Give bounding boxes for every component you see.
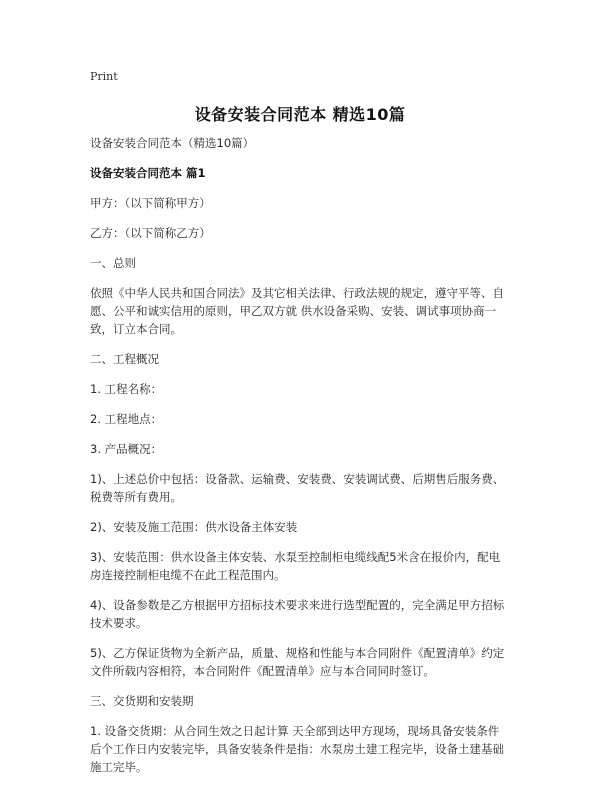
section-heading-piece1: 设备安装合同范本 篇1 — [90, 166, 206, 180]
party-a-line: 甲方：（以下简称甲方） — [90, 196, 211, 210]
product-overview-line: 3. 产品概况： — [90, 442, 163, 456]
heading-general: 一、总则 — [90, 256, 136, 270]
heading-delivery-installation: 三、交货期和安装期 — [90, 694, 194, 708]
quality-guarantee-paragraph: 5)、乙方保证货物为全新产品，质量、规格和性能与本合同附件《配置清单》约定文件所载内容相符，本合同附件《配置清单》应与本合同同时签订。 — [90, 646, 505, 678]
equipment-parameters-paragraph: 4)、设备参数是乙方根据甲方招标技术要求来进行选型配置的，完全满足甲方招标技术要求。 — [90, 598, 505, 630]
delivery-period-paragraph: 1. 设备交货期：从合同生效之日起计算 天全部到达甲方现场，现场具备安装条件后个工作日内安装完毕，具备安装条件是指：水泵房土建工程完毕，设备土建基础施工完毕。 — [90, 724, 504, 774]
general-paragraph: 依照《中华人民共和国合同法》及其它相关法律、行政法规的规定，遵守平等、自愿、公平和诚实信用的原则，甲乙双方就 供水设备采购、安装、调试事项协商一致，订立本合同。 — [90, 286, 504, 336]
project-location-line: 2. 工程地点： — [90, 412, 163, 426]
print-label[interactable]: Print — [90, 70, 118, 83]
party-b-line: 乙方：（以下简称乙方） — [90, 226, 211, 240]
installation-scope-line: 2)、安装及施工范围：供水设备主体安装 — [90, 520, 298, 534]
subtitle-paragraph: 设备安装合同范本（精选10篇） — [90, 136, 255, 150]
installation-range-paragraph: 3)、安装范围：供水设备主体安装、水泵至控制柜电缆线配5米含在报价内，配电房连接控制柜电缆不在此工程范围内。 — [90, 550, 501, 582]
heading-project-overview: 二、工程概况 — [90, 352, 159, 366]
document-body — [90, 134, 510, 788]
document-title: 设备安装合同范本 精选10篇 — [194, 105, 406, 124]
price-inclusion-paragraph: 1)、上述总价中包括：设备款、运输费、安装费、安装调试费、后期售后服务费、税费等所有费用。 — [90, 472, 505, 504]
project-name-line: 1. 工程名称： — [90, 382, 163, 396]
